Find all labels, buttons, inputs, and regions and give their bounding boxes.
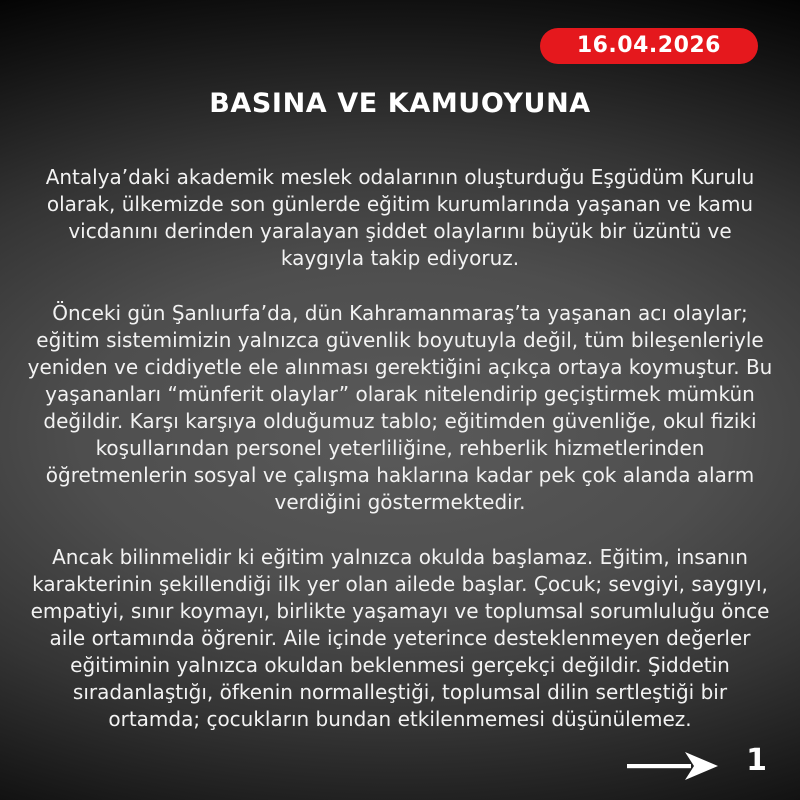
statement-paragraph: Önceki gün Şanlıurfa’da, dün Kahramanmaraş’ta yaşanan acı olaylar; eğitim sistemimizin yalnızca güvenlik boyutuyla değil, tüm bileşenleriyle yeniden ve ciddiyetle ele alınması gerektiğini açıkça ortaya koymuştur. Bu yaşananları “münferit olaylar” olarak nitelendirip geçiştirmek mümkün değildir. Karşı karşıya olduğumuz tablo; eğitimden güvenliğe, okul fiziki koşullarından personel yeterliliğine, rehberlik hizmetlerinden öğretmenlerin sosyal ve çalışma haklarına kadar pek çok alanda alarm verdiğini göstermektedir. <box>27 301 773 514</box>
page-title: BASINA VE KAMUOYUNA <box>209 88 591 119</box>
statement-paragraph: Antalya’daki akademik meslek odalarının oluşturduğu Eşgüdüm Kurulu olarak, ülkemizde son günlerde eğitim kurumlarında yaşanan ve kamu vicdanını derinden yaralayan şiddet olaylarını büyük bir üzüntü ve kaygıyla takip ediyoruz. <box>45 165 755 270</box>
date-badge: 16.04.2026 <box>540 28 758 64</box>
statement-body <box>26 164 774 733</box>
page-number: 1 <box>746 743 767 778</box>
statement-paragraph: Ancak bilinmelidir ki eğitim yalnızca okulda başlamaz. Eğitim, insanın karakterinin şekillendiği ilk yer olan ailede başlar. Çocuk; sevgiyi, saygıyı, empatiyi, sınır koymayı, birlikte yaşamayı ve toplumsal sorumluluğu önce aile ortamında öğrenir. Aile içinde yeterince desteklenmeyen değerler eğitiminin yalnızca okuldan beklenmesi gerçekçi değildir. Şiddetin sıradanlaştığı, öfkenin normalleştiği, toplumsal dilin sertleştiği bir ortamda; çocukların bundan etkilenmemesi düşünülemez. <box>30 545 770 731</box>
next-page-arrow-icon[interactable] <box>626 751 719 781</box>
